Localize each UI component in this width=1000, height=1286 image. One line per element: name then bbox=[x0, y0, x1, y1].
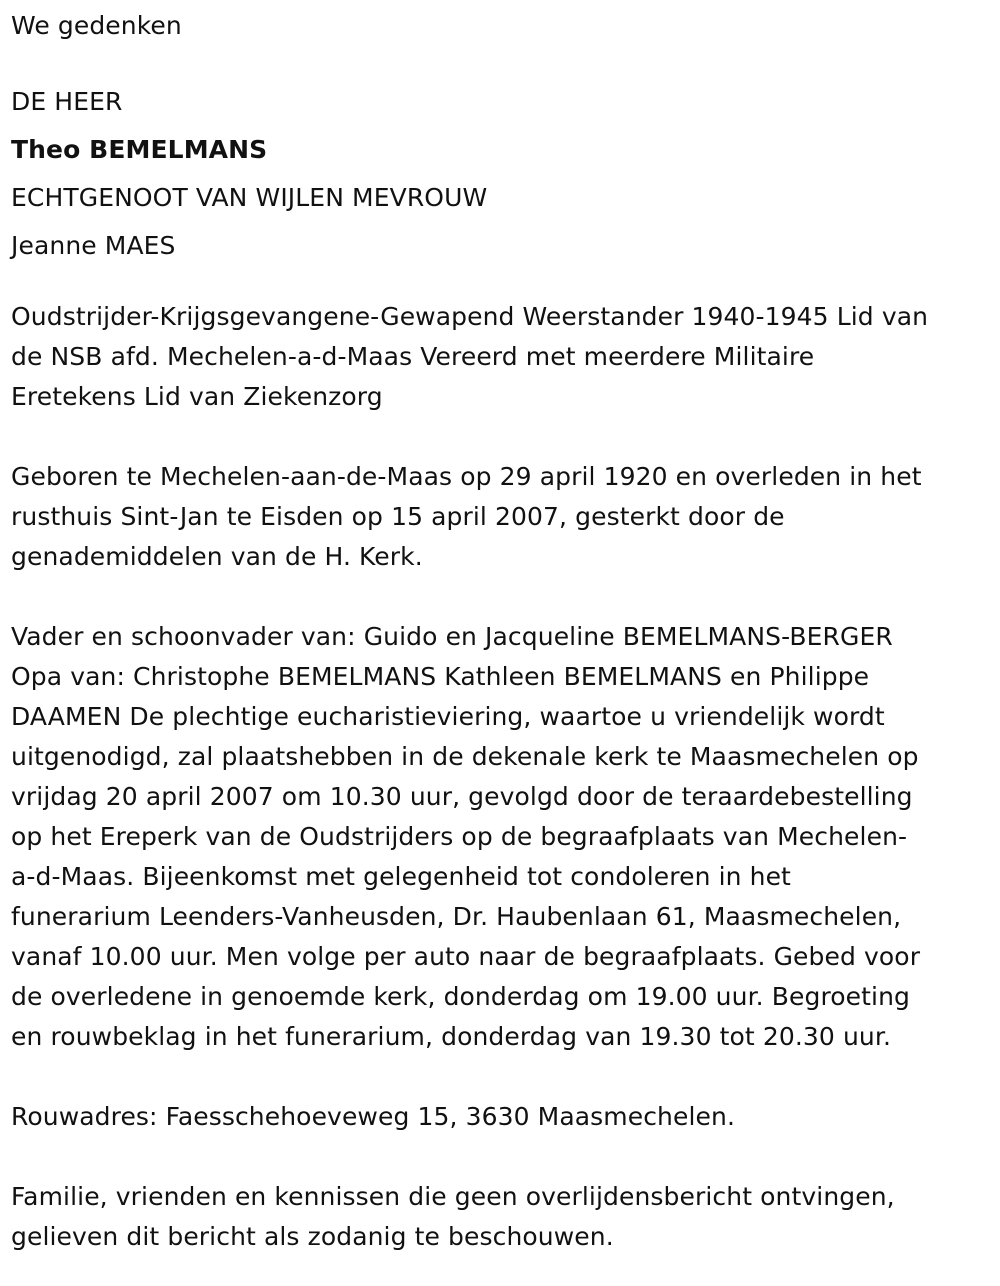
relation-text: ECHTGENOOT VAN WIJLEN MEVROUW bbox=[11, 183, 488, 212]
paragraph-line: Oudstrijder-Krijgsgevangene-Gewapend Weerstander 1940-1945 Lid van bbox=[11, 302, 929, 331]
paragraph-line: gelieven dit bericht als zodanig te beschouwen. bbox=[11, 1222, 614, 1251]
family-ceremony-paragraph bbox=[11, 617, 1000, 1057]
paragraph-line: Familie, vrienden en kennissen die geen overlijdensbericht ontvingen, bbox=[11, 1182, 895, 1211]
notice-paragraph bbox=[11, 1177, 1000, 1257]
paragraph-line: Opa van: Christophe BEMELMANS Kathleen BEMELMANS en Philippe bbox=[11, 662, 870, 691]
paragraph-line: de overledene in genoemde kerk, donderdag om 19.00 uur. Begroeting bbox=[11, 982, 911, 1011]
paragraph-line: a-d-Maas. Bijeenkomst met gelegenheid tot condoleren in het bbox=[11, 862, 791, 891]
paragraph-line: rusthuis Sint-Jan te Eisden op 15 april 2007, gesterkt door de bbox=[11, 502, 785, 531]
title: DE HEER bbox=[11, 87, 123, 116]
paragraph-line: genademiddelen van de H. Kerk. bbox=[11, 542, 423, 571]
paragraph-line: uitgenodigd, zal plaatshebben in de dekenale kerk te Maasmechelen op bbox=[11, 742, 919, 771]
paragraph-line: Vader en schoonvader van: Guido en Jacqueline BEMELMANS-BERGER bbox=[11, 622, 893, 651]
deceased-header bbox=[11, 78, 1000, 270]
paragraph-line: Geboren te Mechelen-aan-de-Maas op 29 april 1920 en overleden in het bbox=[11, 462, 922, 491]
paragraph-line: Eretekens Lid van Ziekenzorg bbox=[11, 382, 383, 411]
paragraph-line: op het Ereperk van de Oudstrijders op de begraafplaats van Mechelen- bbox=[11, 822, 908, 851]
paragraph-line: de NSB afd. Mechelen-a-d-Maas Vereerd met meerdere Militaire bbox=[11, 342, 815, 371]
paragraph-line: en rouwbeklag in het funerarium, donderdag van 19.30 tot 20.30 uur. bbox=[11, 1022, 892, 1051]
birth-death-paragraph bbox=[11, 457, 1000, 577]
spouse-name: Jeanne MAES bbox=[11, 231, 176, 260]
deceased-name: Theo BEMELMANS bbox=[11, 135, 268, 164]
merits-paragraph bbox=[11, 297, 1000, 417]
paragraph-line: funerarium Leenders-Vanheusden, Dr. Haubenlaan 61, Maasmechelen, bbox=[11, 902, 902, 931]
paragraph-line: vrijdag 20 april 2007 om 10.30 uur, gevolgd door de teraardebestelling bbox=[11, 782, 913, 811]
paragraph-line: vanaf 10.00 uur. Men volge per auto naar de begraafplaats. Gebed voor bbox=[11, 942, 921, 971]
paragraph-line: DAAMEN De plechtige eucharistieviering, waartoe u vriendelijk wordt bbox=[11, 702, 885, 731]
mourning-address: Rouwadres: Faesschehoeveweg 15, 3630 Maasmechelen. bbox=[11, 1102, 736, 1131]
intro-text: We gedenken bbox=[11, 11, 182, 40]
address-paragraph bbox=[11, 1097, 1000, 1137]
